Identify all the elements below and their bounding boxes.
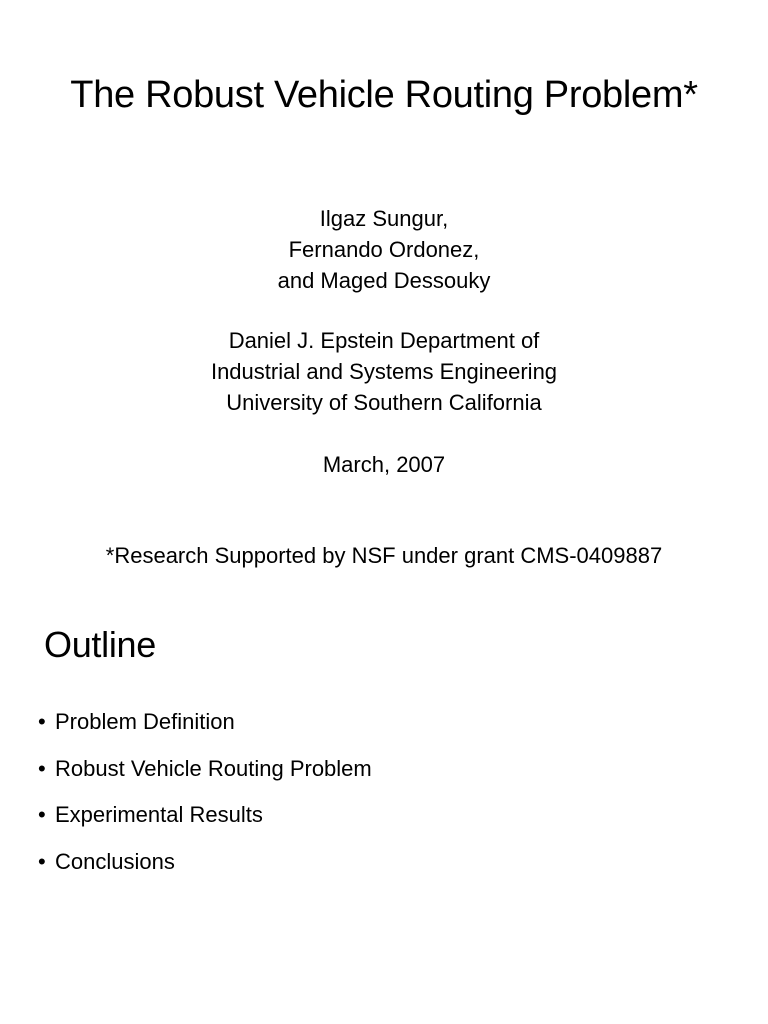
funding-footnote: *Research Supported by NSF under grant CMS-0409887 <box>105 543 663 568</box>
outline-item <box>38 706 372 753</box>
author-line: Ilgaz Sungur, <box>319 206 449 231</box>
affiliation-line: Industrial and Systems Engineering <box>210 359 558 384</box>
affiliation-block <box>0 325 768 418</box>
outline-item-label: Robust Vehicle Routing Problem <box>55 755 372 781</box>
outline-item <box>38 846 372 893</box>
bullet-icon: • <box>38 802 46 827</box>
bullet-icon: • <box>38 848 46 874</box>
outline-item-label: Problem Definition <box>55 709 235 734</box>
outline-item <box>38 799 372 846</box>
bullet-icon: • <box>38 755 46 781</box>
presentation-date: March, 2007 <box>322 452 446 477</box>
outline-item <box>38 753 372 800</box>
outline-list <box>38 706 372 892</box>
affiliation-line: Daniel J. Epstein Department of <box>228 328 540 353</box>
affiliation-line: University of Southern California <box>226 390 542 415</box>
outline-item-label: Conclusions <box>55 848 175 874</box>
author-line: Fernando Ordonez, <box>288 237 480 262</box>
page-title: The Robust Vehicle Routing Problem* <box>70 74 698 116</box>
author-line: and Maged Dessouky <box>277 268 491 293</box>
author-list <box>0 203 768 296</box>
outline-item-label: Experimental Results <box>55 802 263 827</box>
bullet-icon: • <box>38 709 46 734</box>
outline-heading: Outline <box>44 624 156 665</box>
